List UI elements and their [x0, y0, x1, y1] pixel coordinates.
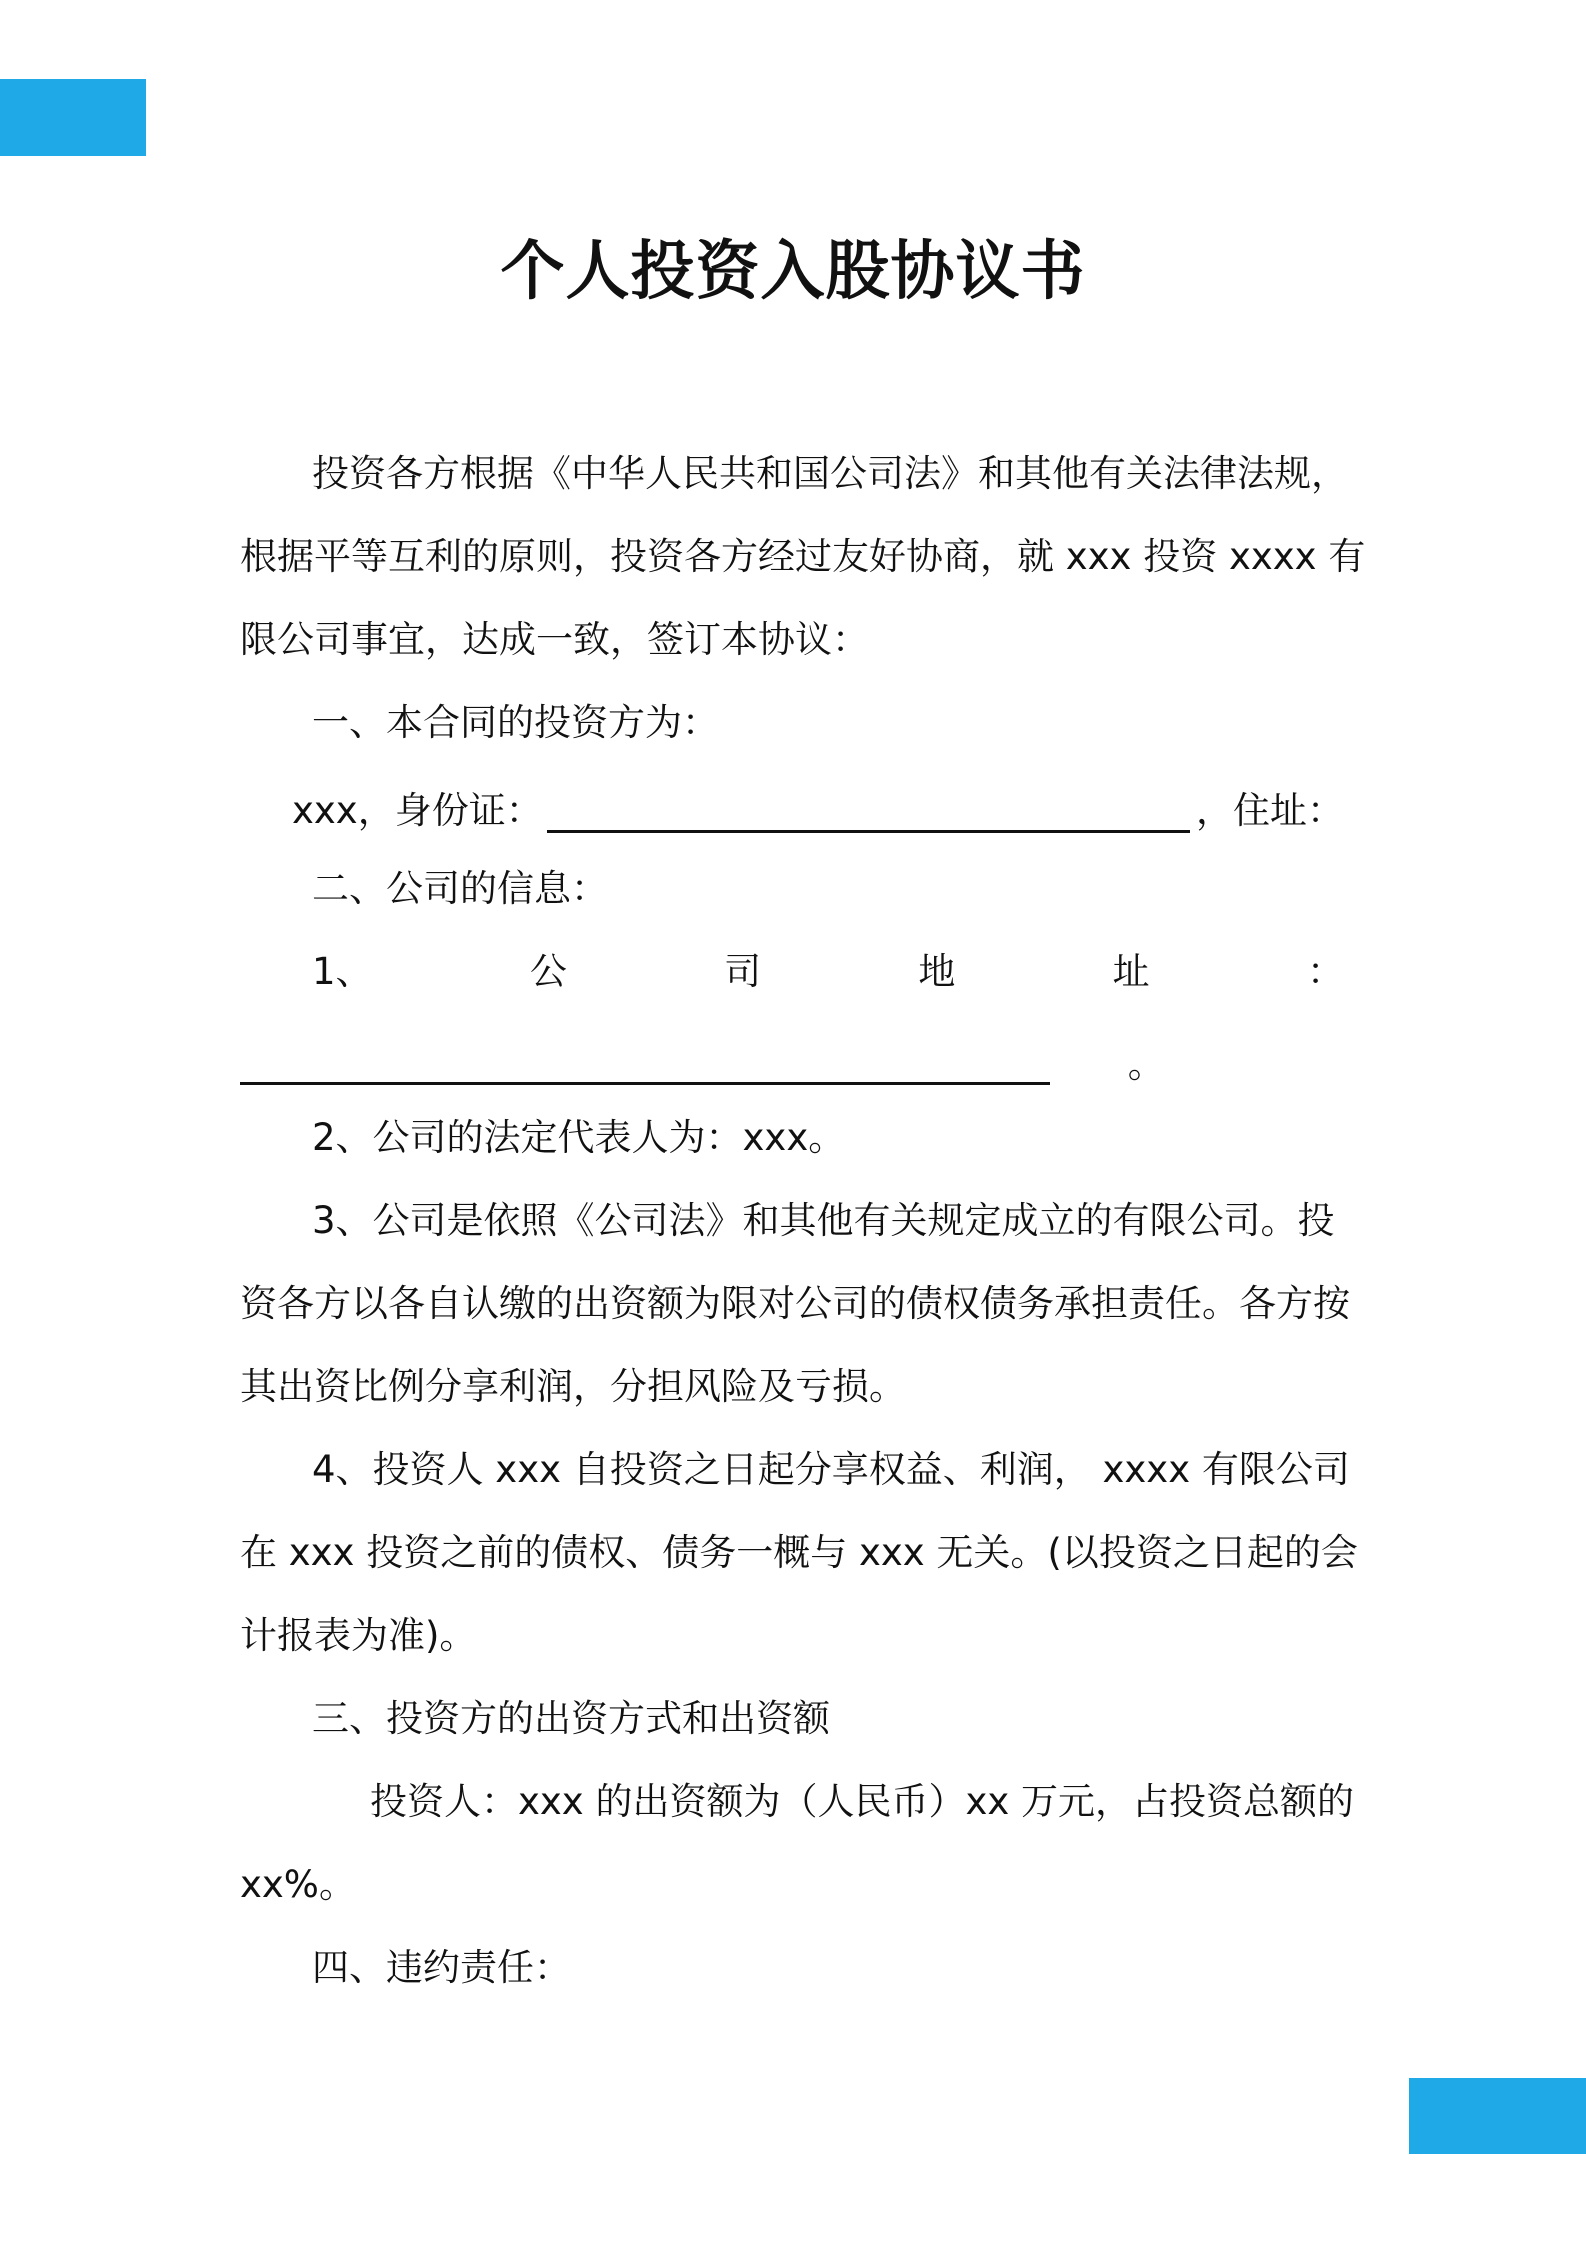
section1-heading: 一、本合同的投资方为：: [312, 701, 719, 744]
section4-heading: 四、违约责任：: [312, 1946, 571, 1989]
bottom-right-accent-block: [1409, 2078, 1586, 2154]
company-address-label-row: [312, 942, 1344, 1002]
company-address-blank: [240, 1038, 1050, 1085]
intro-line-2: 根据平等互利的原则，投资各方经过友好协商，就 xxx 投资 xxxx 有: [240, 535, 1366, 578]
company-address-part: 公: [529, 950, 567, 993]
document-title: 个人投资入股协议书: [500, 235, 1086, 309]
intro-line-1: 投资各方根据《中华人民共和国公司法》和其他有关法律法规，: [312, 452, 1348, 495]
section3-heading: 三、投资方的出资方式和出资额: [312, 1697, 830, 1740]
company-address-part: ：: [1306, 950, 1344, 993]
section2-item-4-line-3: 计报表为准)。: [240, 1614, 477, 1657]
id-number-blank: [547, 786, 1190, 833]
company-address-blank-row: [240, 1030, 1344, 1090]
section2-heading: 二、公司的信息：: [312, 867, 608, 910]
section2-item-3-line-1: 3、公司是依照《公司法》和其他有关规定成立的有限公司。投: [312, 1199, 1335, 1242]
section2-item-4-line-1: 4、投资人 xxx 自投资之日起分享权益、利润， xxxx 有限公司: [312, 1448, 1350, 1491]
company-address-part: 1、: [312, 950, 373, 993]
top-left-accent-block: [0, 79, 146, 156]
investor-id-row: [292, 776, 1344, 836]
company-address-part: 地: [918, 950, 956, 993]
section2-item-3-line-2: 资各方以各自认缴的出资额为限对公司的债权债务承担责任。各方按: [240, 1282, 1350, 1325]
id-label: xxx，身份证：: [292, 789, 543, 832]
address-period: 。: [1127, 1043, 1165, 1086]
company-address-part: 址: [1112, 950, 1150, 993]
section2-item-2: 2、公司的法定代表人为：xxx。: [312, 1116, 846, 1159]
intro-line-3: 限公司事宜，达成一致，签订本协议：: [240, 618, 869, 661]
section3-line-2: xx%。: [240, 1863, 356, 1906]
section2-item-4-line-2: 在 xxx 投资之前的债权、债务一概与 xxx 无关。(以投资之日起的会: [240, 1531, 1358, 1574]
company-address-part: 司: [724, 950, 762, 993]
section3-line-1: 投资人：xxx 的出资额为（人民币）xx 万元，占投资总额的: [370, 1780, 1355, 1823]
address-label: ，住址：: [1196, 789, 1344, 832]
section2-item-3-line-3: 其出资比例分享利润，分担风险及亏损。: [240, 1365, 906, 1408]
